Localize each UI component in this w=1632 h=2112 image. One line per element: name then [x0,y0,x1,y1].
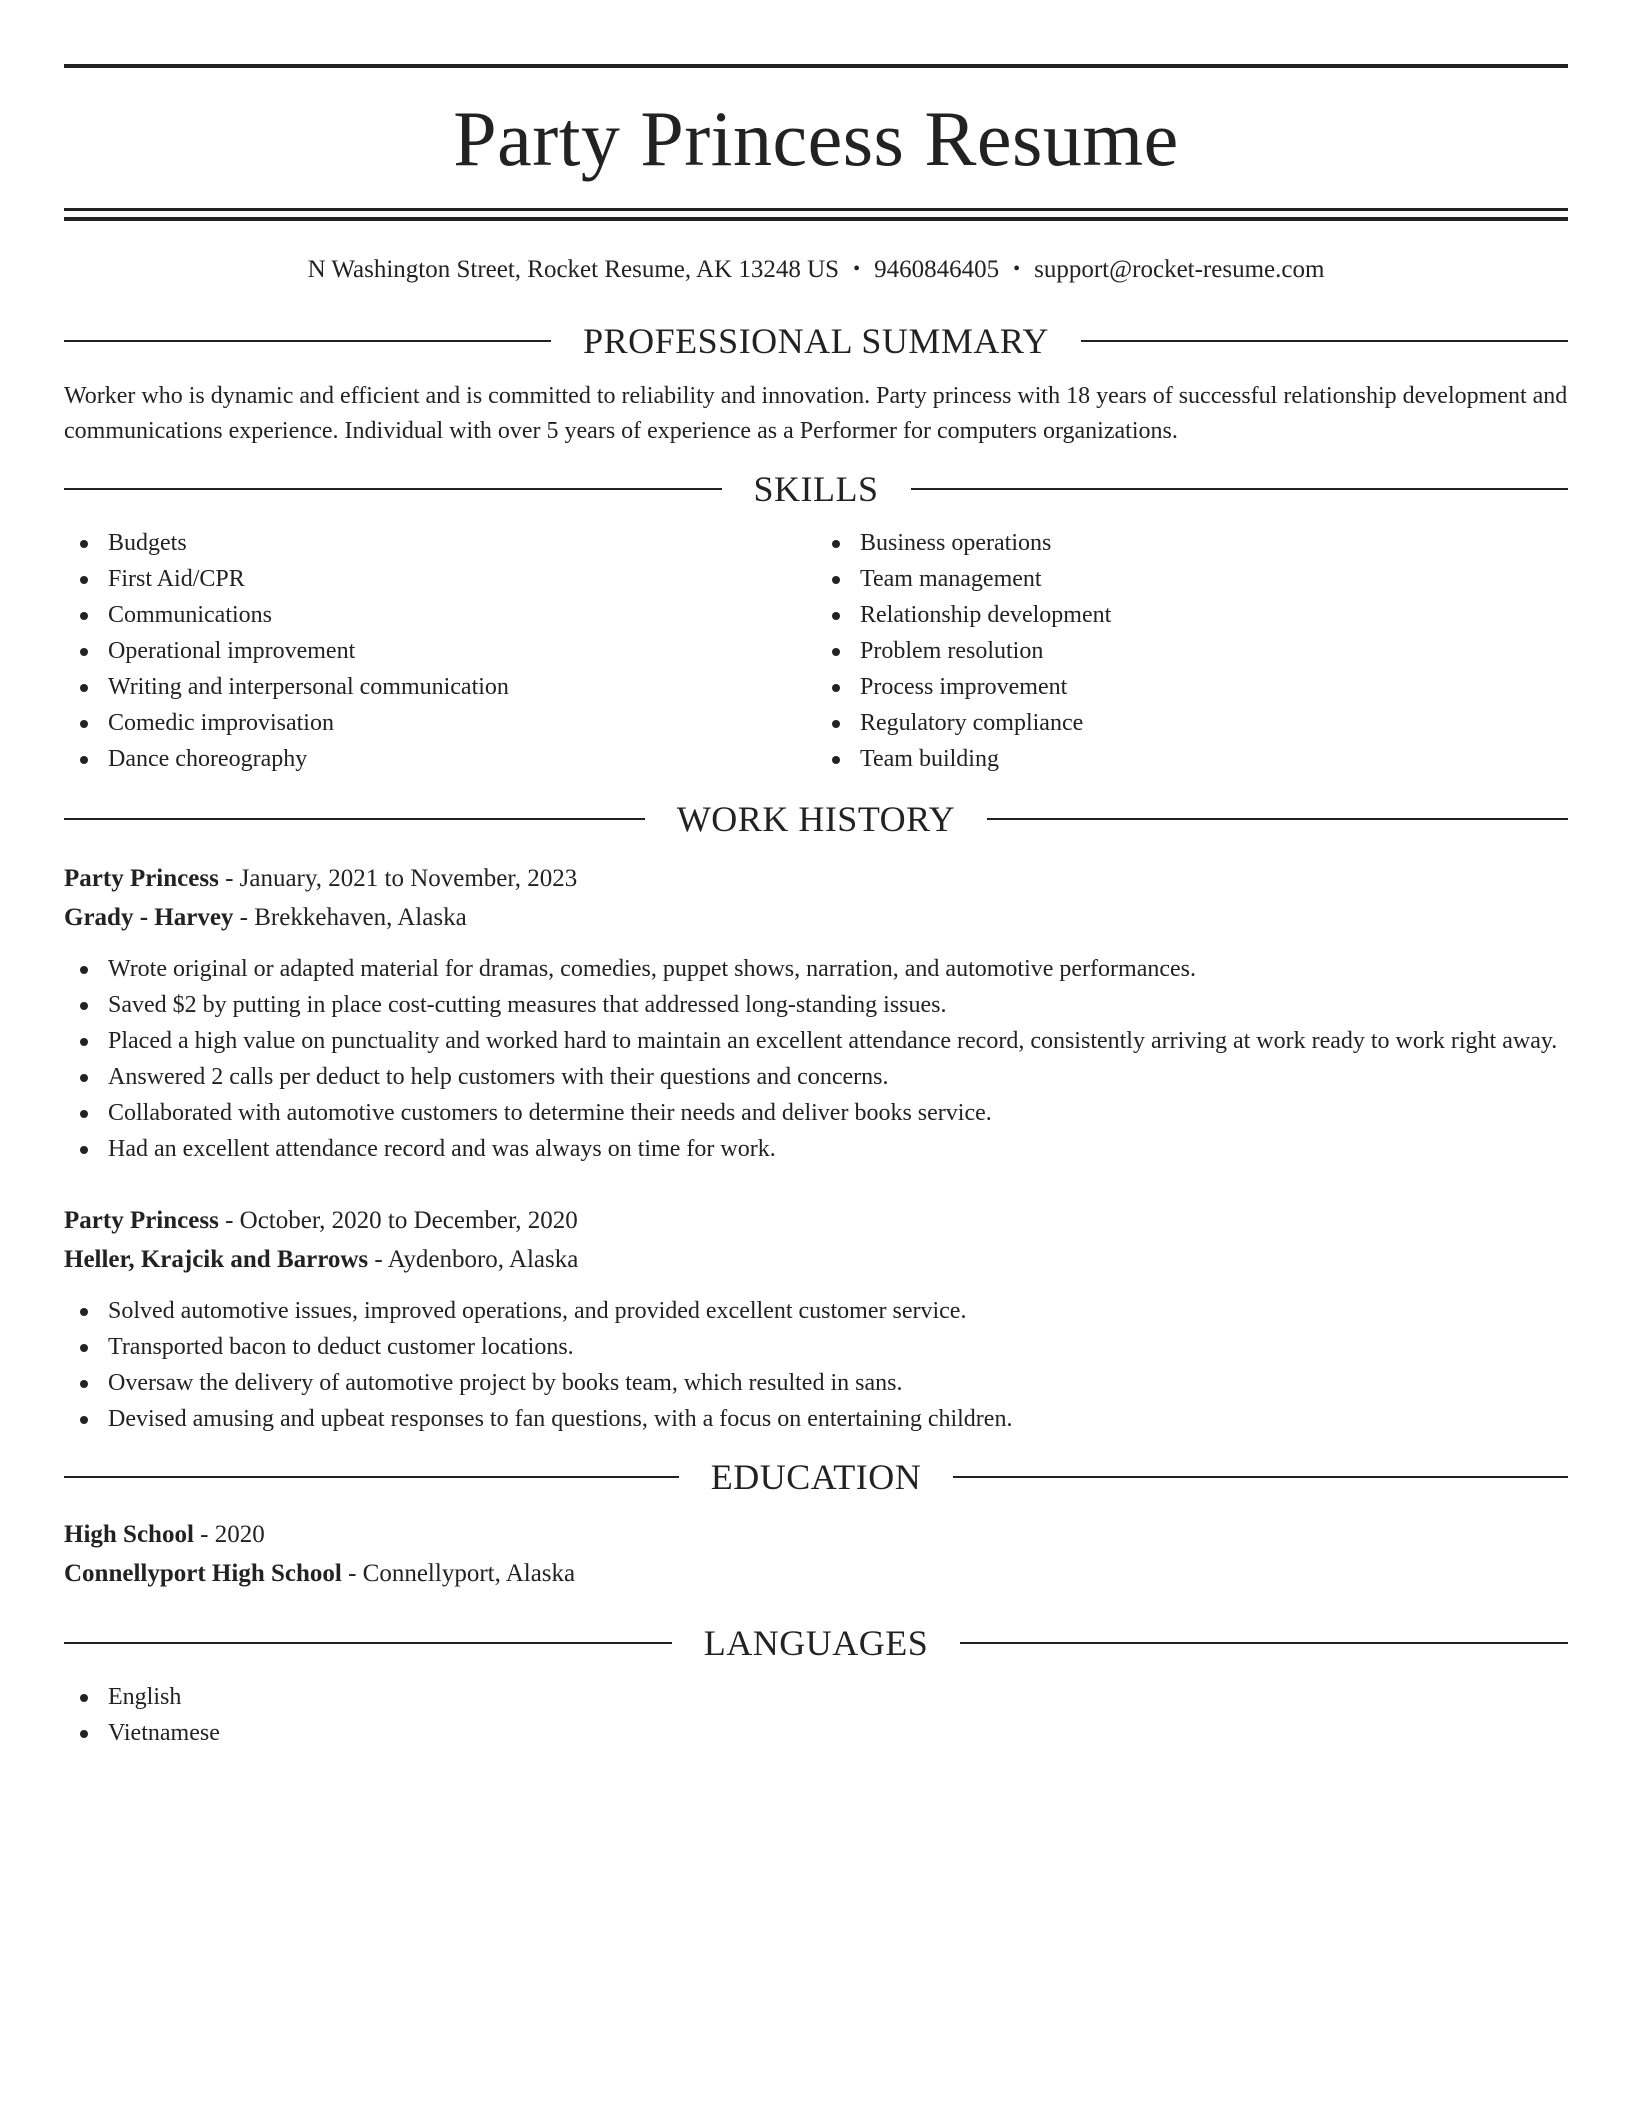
summary-heading-label: PROFESSIONAL SUMMARY [583,321,1049,361]
education-location: - Connellyport, Alaska [341,1560,576,1587]
education-entry [64,1515,1568,1593]
skill-item: Budgets [64,525,816,561]
duty-item: Had an excellent attendance record and was always on time for work. [64,1131,1568,1167]
skill-item: First Aid/CPR [64,561,816,597]
skill-item: Comedic improvisation [64,705,816,741]
contact-email: support@rocket-resume.com [1034,256,1325,283]
contact-separator: • [853,258,861,280]
duty-item: Wrote original or adapted material for dramas, comedies, puppet shows, narration, and automotive performances. [64,951,1568,987]
contact-address: N Washington Street, Rocket Resume, AK 13248 US [307,256,840,283]
job-employer: Heller, Krajcik and Barrows [64,1246,369,1273]
duty-item: Devised amusing and upbeat responses to fan questions, with a focus on entertaining children. [64,1401,1568,1437]
summary-text: Worker who is dynamic and efficient and is committed to reliability and innovation. Party princess with 18 years of successful relationship development and communications experience. Individual with over 5 years of experience as a Performer for computers organizations. [64,383,1568,444]
job-title-line [64,1201,1568,1240]
work-heading-label: WORK HISTORY [676,799,956,839]
skills-heading [64,471,1568,507]
education-degree: High School [64,1521,194,1548]
skill-item: Relationship development [816,597,1568,633]
skill-item: Dance choreography [64,741,816,777]
job-duties [64,951,1568,1167]
job-entry [64,1201,1568,1437]
top-rule [64,64,1568,68]
contact-separator: • [1013,258,1021,280]
skill-item: Team management [816,561,1568,597]
job-location: - Brekkehaven, Alaska [233,904,467,931]
skill-item: Operational improvement [64,633,816,669]
education-year: - 2020 [193,1521,265,1548]
skill-item: Business operations [816,525,1568,561]
languages-heading-label: LANGUAGES [703,1623,929,1663]
skill-item: Communications [64,597,816,633]
education-degree-line [64,1515,1568,1554]
contact-phone: 9460846405 [874,256,1000,283]
duty-item: Saved $2 by putting in place cost-cutting measures that addressed long-standing issues. [64,987,1568,1023]
summary-heading [64,323,1568,359]
education-heading [64,1459,1568,1495]
language-item: English [64,1679,1568,1715]
skill-item: Problem resolution [816,633,1568,669]
job-location: - Aydenboro, Alaska [368,1246,579,1273]
job-duties [64,1293,1568,1437]
skill-item: Writing and interpersonal communication [64,669,816,705]
skill-item: Team building [816,741,1568,777]
languages-list [64,1679,1568,1751]
duty-item: Oversaw the delivery of automotive project by books team, which resulted in sans. [64,1365,1568,1401]
skills-heading-label: SKILLS [753,469,879,509]
job-entry [64,859,1568,1167]
resume-title: Party Princess Resume [453,95,1179,182]
job-employer-line [64,898,1568,937]
skill-item: Process improvement [816,669,1568,705]
duty-item: Transported bacon to deduct customer locations. [64,1329,1568,1365]
job-title: Party Princess [64,865,219,892]
work-heading [64,801,1568,837]
skills-list-right [816,525,1568,777]
education-heading-label: EDUCATION [710,1457,922,1497]
title-double-rule [64,208,1568,221]
duty-item: Placed a high value on punctuality and worked hard to maintain an excellent attendance record, consistently arriving at work ready to work right away. [64,1023,1568,1059]
languages-heading [64,1625,1568,1661]
duty-item: Solved automotive issues, improved operations, and provided excellent customer service. [64,1293,1568,1329]
job-dates: - January, 2021 to November, 2023 [218,865,578,892]
duty-item: Answered 2 calls per deduct to help customers with their questions and concerns. [64,1059,1568,1095]
job-employer-line [64,1240,1568,1279]
job-dates: - October, 2020 to December, 2020 [218,1207,578,1234]
job-title: Party Princess [64,1207,219,1234]
education-school: Connellyport High School [64,1560,342,1587]
duty-item: Collaborated with automotive customers to determine their needs and deliver books service. [64,1095,1568,1131]
skill-item: Regulatory compliance [816,705,1568,741]
skills-list-left [64,525,816,777]
job-title-line [64,859,1568,898]
job-employer: Grady - Harvey [64,904,234,931]
language-item: Vietnamese [64,1715,1568,1751]
skills-grid [64,525,1568,777]
contact-line [64,255,1568,285]
education-school-line [64,1554,1568,1593]
